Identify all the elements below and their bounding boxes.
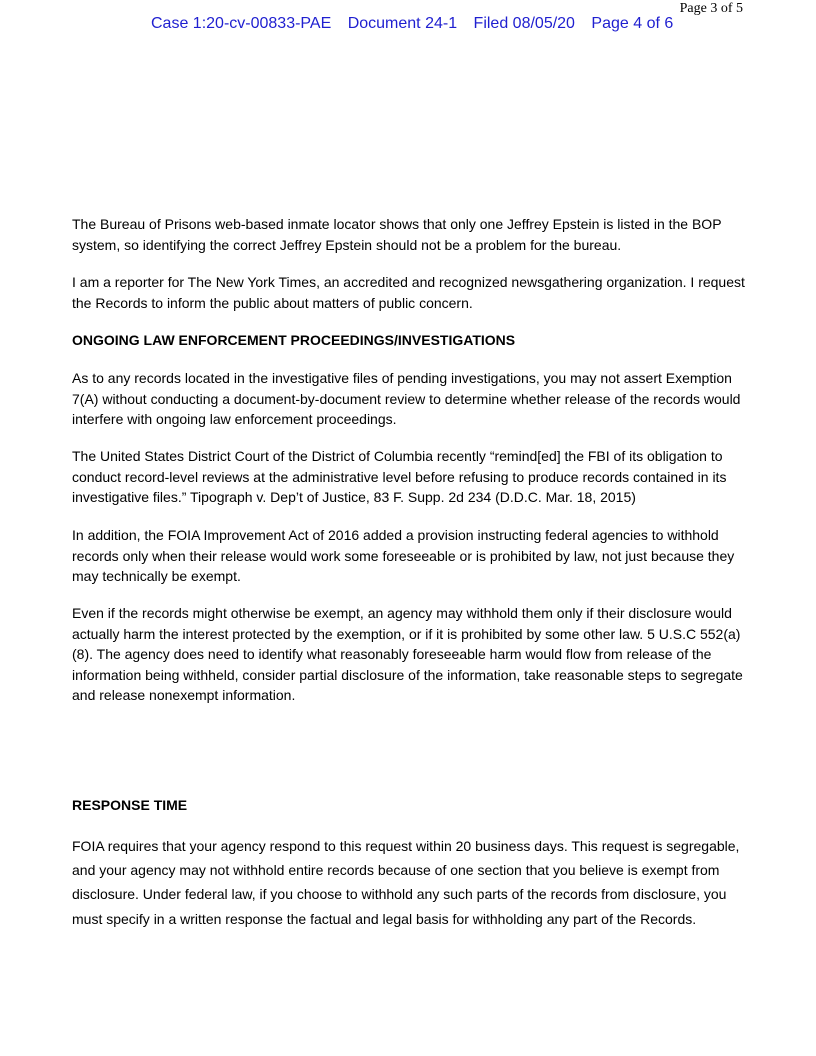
- case-page-number: Page 4 of 6: [591, 15, 674, 32]
- paragraph-district-court: The United States District Court of the District of Columbia recently “remind[ed] the FBI of its obligation to conduct record-level reviews at the administrative level before refusing to produce records contained in its investigative files.” Tipograph v. Dep’t of Justice, 83 F. Supp. 2d 234 (D.D.C. Mar. 18, 2015): [72, 448, 727, 505]
- page-number: Page 3 of 5: [679, 1, 743, 16]
- paragraph-exemption-7a: As to any records located in the investigative files of pending investigations, you may not assert Exemption 7(A) without conducting a document-by-document review to determine whether release of the records would interfere with ongoing law enforcement proceedings.: [72, 370, 741, 427]
- paragraph-response-time: FOIA requires that your agency respond to this request within 20 business days. This request is segregable, and your agency may not withhold entire records because of one section that you believe is exempt from disclosure. Under federal law, if you choose to withhold any such parts of the records from disclosure, you must specify in a written response the factual and legal basis for withholding any part of the Records.: [72, 838, 740, 927]
- paragraph-reporter: I am a reporter for The New York Times, an accredited and recognized newsgathering organization. I request the Records to inform the public about matters of public concern.: [72, 274, 745, 311]
- paragraph-foia-improvement-act: In addition, the FOIA Improvement Act of 2016 added a provision instructing federal agencies to withhold records only when their release would work some foreseeable or is prohibited by law, not just because they may technically be exempt.: [72, 527, 735, 584]
- paragraph-inmate-locator: The Bureau of Prisons web-based inmate locator shows that only one Jeffrey Epstein is listed in the BOP system, so identifying the correct Jeffrey Epstein should not be a problem for the bureau.: [72, 216, 722, 253]
- paragraph-foreseeable-harm: Even if the records might otherwise be exempt, an agency may withhold them only if their disclosure would actually harm the interest protected by the exemption, or if it is prohibited by some other law. 5 U.S.C 552(a)(8). The agency does need to identify what reasonably foreseeable harm would flow from release of the information being withheld, consider partial disclosure of the information, take reasonable steps to segregate and release nonexempt information.: [72, 605, 743, 703]
- filed-date: Filed 08/05/20: [473, 15, 575, 32]
- heading-ongoing-proceedings: ONGOING LAW ENFORCEMENT PROCEEDINGS/INVESTIGATIONS: [72, 332, 516, 348]
- case-header: [151, 14, 673, 34]
- heading-response-time: RESPONSE TIME: [72, 797, 188, 813]
- case-number: Case 1:20-cv-00833-PAE: [151, 15, 332, 32]
- document-number: Document 24-1: [347, 15, 458, 32]
